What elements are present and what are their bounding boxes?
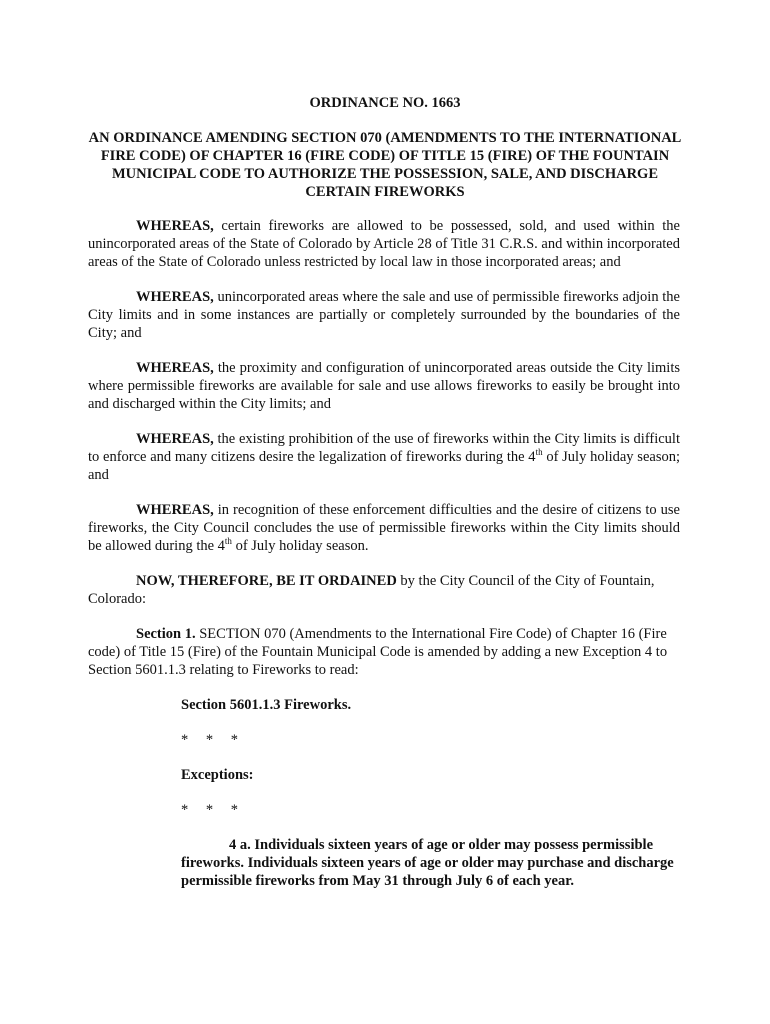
whereas-text: unincorporated areas where the sale and use of permissible fireworks adjoin the City limits and in some instances are partially or completely surrounded by the boundaries of the City; and [88, 289, 680, 341]
whereas-text: certain fireworks are allowed to be possessed, sold, and used within the unincorporated areas of the State of Colorado by Article 28 of Title 31 C.R.S. and within incorporated areas of the State of Colorado unless restricted by local law in those incorporated areas; and [88, 218, 680, 270]
section-1-text: SECTION 070 (Amendments to the International Fire Code) of Chapter 16 (Fire code) of Title 15 (Fire) of the Fountain Municipal Code is amended by adding a new Exception 4 to Section 5601.1.3 relating to Fireworks to read: [88, 626, 668, 678]
exceptions-label: Exceptions: [181, 767, 254, 783]
whereas-paragraph-2 [88, 288, 680, 342]
exception-4a: 4 a. Individuals sixteen years of age or older may possess permissible fireworks. Individuals sixteen years of age or older may purchase and discharge permissible fireworks from May 31 through July 6 of each year. [181, 837, 674, 889]
ordained-label: NOW, THEREFORE, BE IT ORDAINED [136, 573, 397, 589]
sub-section-title: Section 5601.1.3 Fireworks. [181, 697, 352, 713]
section-1-paragraph [88, 625, 680, 679]
ordinal-suffix: th [224, 536, 232, 547]
whereas-text: in recognition of these enforcement difficulties and the desire of citizens to use fireworks, the City Council concludes the use of permissible fireworks within the City limits should be allowed during the 4 [88, 502, 680, 554]
omission-stars-2: * * * [181, 802, 238, 818]
whereas-label: WHEREAS, [136, 289, 214, 305]
whereas-paragraph-5 [88, 501, 680, 555]
amendment-block [181, 696, 680, 890]
whereas-label: WHEREAS, [136, 502, 214, 518]
omission-stars-1: * * * [181, 732, 238, 748]
ordinance-number: ORDINANCE NO. 1663 [309, 95, 461, 111]
whereas-text: the proximity and configuration of unincorporated areas outside the City limits where permissible fireworks are available for sale and use allows fireworks to easily be brought into and discharged within the City limits; and [88, 360, 680, 412]
whereas-label: WHEREAS, [136, 218, 214, 234]
whereas-label: WHEREAS, [136, 360, 214, 376]
ordinal-suffix: th [535, 447, 543, 458]
ordained-text: by the City Council of the City of Fountain, Colorado: [88, 573, 655, 607]
whereas-text-end: of July holiday season. [231, 538, 369, 554]
section-1-label: Section 1. [136, 626, 196, 642]
whereas-paragraph-3 [88, 359, 680, 413]
ordinance-heading: AN ORDINANCE AMENDING SECTION 070 (AMENDMENTS TO THE INTERNATIONAL FIRE CODE) OF CHAPTER 16 (FIRE CODE) OF TITLE 15 (FIRE) OF THE FOUNTAIN MUNICIPAL CODE TO AUTHORIZE THE POSSESSION, SALE, AND DISCHARGE CERTAIN FIREWORKS [88, 130, 682, 200]
ordained-paragraph [88, 572, 680, 608]
document-body [88, 217, 680, 890]
whereas-label: WHEREAS, [136, 431, 214, 447]
whereas-text-end: of July holiday season; and [88, 449, 680, 483]
whereas-paragraph-1 [88, 217, 680, 271]
whereas-text: the existing prohibition of the use of fireworks within the City limits is difficult to enforce and many citizens desire the legalization of fireworks during the 4 [88, 431, 680, 465]
whereas-paragraph-4 [88, 430, 680, 484]
